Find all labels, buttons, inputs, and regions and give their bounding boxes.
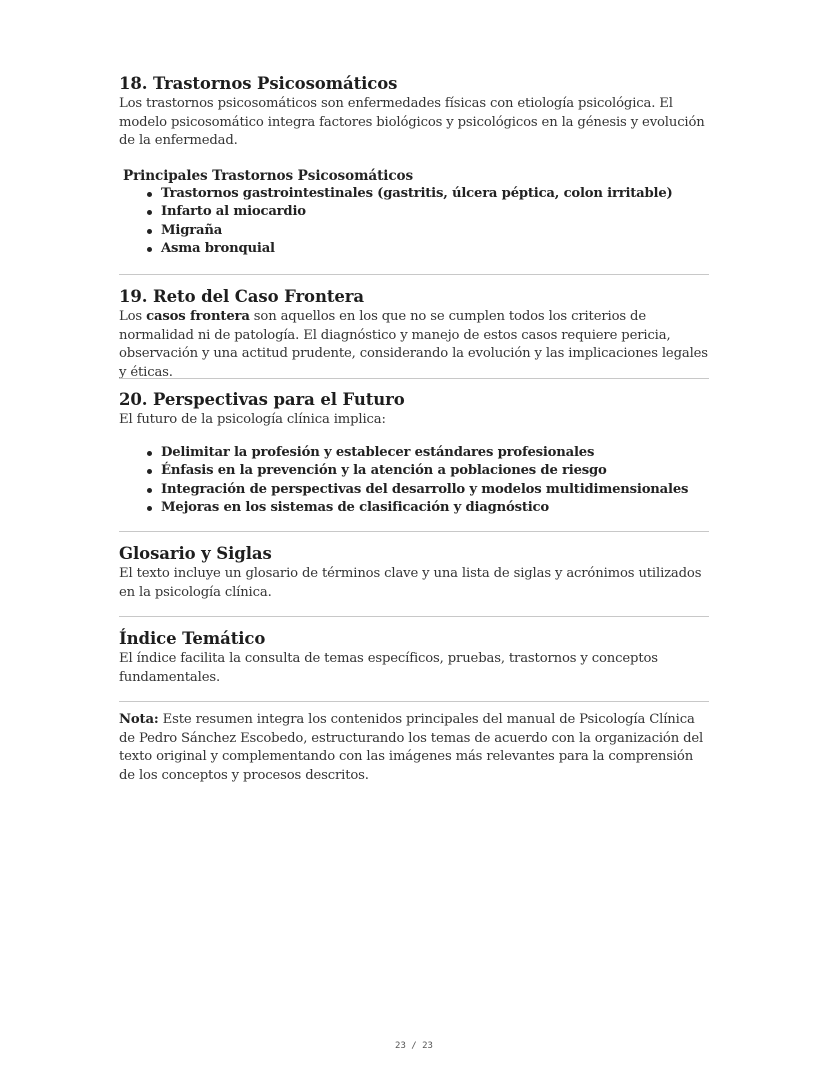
divider: [119, 531, 709, 532]
section-indice: [119, 628, 709, 687]
section-19-body-rest: son aquellos en los que no se cumplen todos los criterios de normalidad ni de patología. El diagnóstico y manejo de estos casos requiere pericia, observación y una actitud prudente, considerando la evolución y las implicaciones legales y éticas.: [119, 309, 708, 380]
list-item: Migraña: [161, 222, 709, 241]
indice-body: El índice facilita la consulta de temas específicos, pruebas, trastornos y conceptos fundamentales.: [119, 651, 658, 685]
section-20-list: [119, 444, 709, 518]
list-item: Mejoras en los sistemas de clasificación y diagnóstico: [161, 499, 709, 518]
section-19-title: 19. Reto del Caso Frontera: [119, 287, 364, 306]
divider: [119, 616, 709, 617]
section-18-subtitle: Principales Trastornos Psicosomáticos: [123, 167, 414, 184]
section-18-title: 18. Trastornos Psicosomáticos: [119, 74, 398, 93]
glosario-title: Glosario y Siglas: [119, 544, 272, 563]
section-19-body: [119, 308, 709, 382]
section-19-body-start: Los: [119, 309, 147, 324]
section-19-keyword: casos frontera: [146, 309, 250, 324]
indice-title: Índice Temático: [119, 629, 266, 648]
list-item: Énfasis en la prevención y la atención a poblaciones de riesgo: [161, 462, 709, 481]
list-item: Delimitar la profesión y establecer estándares profesionales: [161, 444, 709, 463]
section-20-body: El futuro de la psicología clínica implica:: [119, 412, 386, 427]
note-label: Nota:: [119, 712, 159, 727]
section-18-list: [119, 185, 709, 259]
glosario-body: El texto incluye un glosario de términos clave y una lista de siglas y acrónimos utilizados en la psicología clínica.: [119, 566, 702, 600]
section-18-body: Los trastornos psicosomáticos son enfermedades físicas con etiología psicológica. El modelo psicosomático integra factores biológicos y psicológicos en la génesis y evolución de la enfermedad.: [119, 96, 705, 148]
list-item: Asma bronquial: [161, 240, 709, 259]
divider: [119, 701, 709, 702]
divider: [119, 378, 709, 379]
list-item: Integración de perspectivas del desarrollo y modelos multidimensionales: [161, 481, 709, 500]
list-item: Infarto al miocardio: [161, 203, 709, 222]
section-20: [119, 389, 709, 518]
note-block: [119, 711, 709, 785]
section-20-title: 20. Perspectivas para el Futuro: [119, 390, 405, 409]
list-item: Trastornos gastrointestinales (gastritis, úlcera péptica, colon irritable): [161, 185, 709, 204]
note-body: Este resumen integra los contenidos principales del manual de Psicología Clínica de Pedro Sánchez Escobedo, estructurando los temas de acuerdo con la organización del texto original y complementando con las imágenes más relevantes para la comprensión de los conceptos y procesos descritos.: [119, 712, 704, 783]
section-glosario: [119, 543, 709, 602]
note-text: [119, 711, 709, 785]
section-19: [119, 286, 709, 382]
divider: [119, 274, 709, 275]
page-number: 23 / 23: [395, 1041, 433, 1051]
section-18: [119, 73, 709, 259]
